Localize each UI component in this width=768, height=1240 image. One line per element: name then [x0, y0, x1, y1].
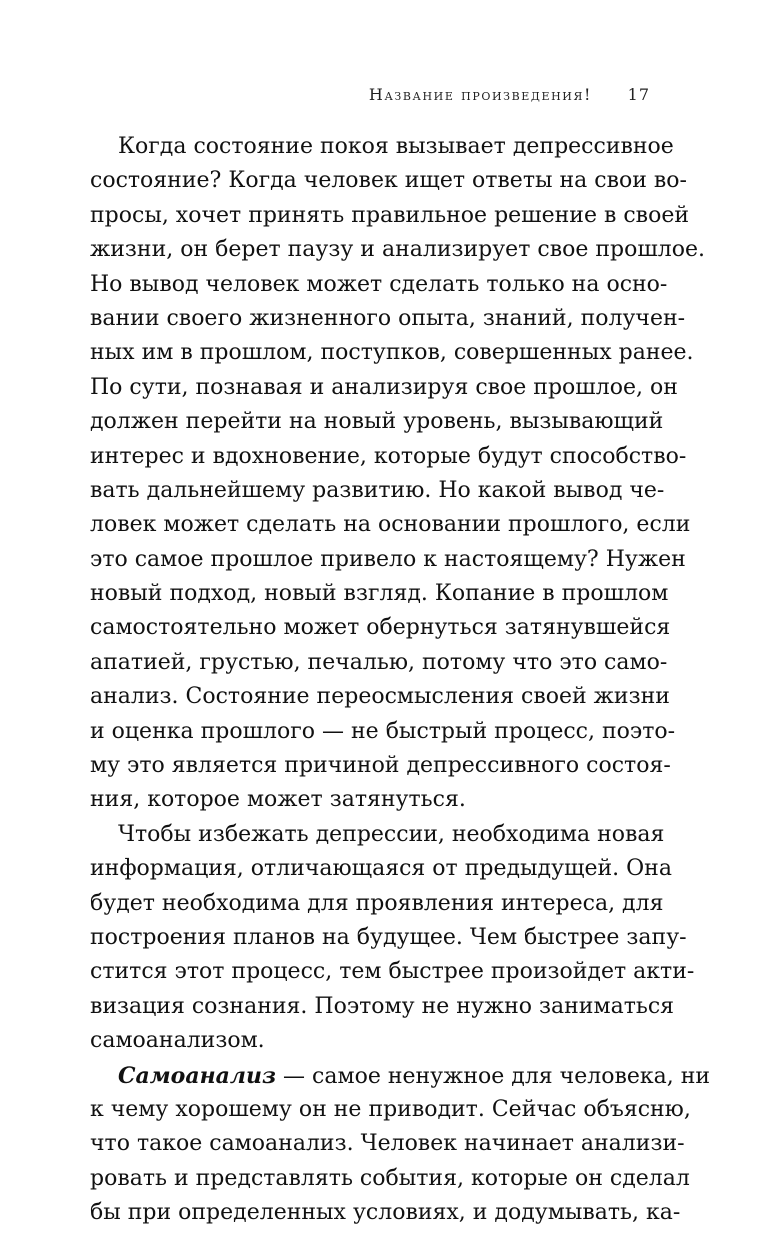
text-line: должен перейти на новый уровень, вызывающий	[90, 409, 664, 435]
text-line: стится этот процесс, тем быстрее произойдет акти-	[90, 959, 695, 985]
text-line: Чтобы избежать депрессии, необходима новая	[118, 821, 665, 847]
defined-term: Самоанализ	[118, 1062, 277, 1089]
text-line: будет необходима для проявления интереса, для	[90, 890, 664, 916]
text-line: что такое самоанализ. Человек начинает анализи-	[90, 1131, 685, 1157]
text-line-with-term	[90, 1059, 711, 1093]
text-line: это самое прошлое привело к настоящему? Нужен	[90, 546, 686, 572]
text-line: и оценка прошлого — не быстрый процесс, поэто-	[90, 718, 676, 744]
page-number: 17	[627, 85, 650, 104]
text-line: визация сознания. Поэтому не нужно заниматься	[90, 993, 675, 1019]
text-line: анализ. Состояние переосмысления своей жизни	[90, 684, 670, 710]
text-line: вать дальнейшему развитию. Но какой вывод че-	[90, 477, 665, 503]
text-line: новый подход, новый взгляд. Копание в прошлом	[90, 581, 669, 607]
text-line: вании своего жизненного опыта, знаний, получен-	[90, 305, 686, 331]
text-line: бы при определенных условиях, и додумывать, ка-	[90, 1200, 681, 1226]
text-line: информация, отличающаяся от предыдущей. Она	[90, 856, 672, 882]
text-line: ных им в прошлом, поступков, совершенных ранее.	[90, 340, 694, 366]
text-line: жизни, он берет паузу и анализирует свое прошлое.	[90, 237, 706, 263]
text-line: самостоятельно может обернуться затянувшейся	[90, 615, 671, 641]
running-title: Название произведения!	[368, 85, 592, 104]
text-line: Когда состояние покоя вызывает депрессивное	[118, 134, 674, 159]
text-line: апатией, грустью, печалью, потому что это само-	[90, 649, 668, 675]
text-line: просы, хочет принять правильное решение в своей	[90, 202, 689, 228]
text-line: самоанализом.	[90, 1028, 265, 1054]
term-definition-start: — самое ненужное для человека, ни	[276, 1063, 711, 1089]
text-line: му это является причиной депрессивного состоя-	[90, 753, 671, 779]
text-line: к чему хорошему он не приводит. Сейчас объясню,	[90, 1096, 691, 1122]
text-line: ловек может сделать на основании прошлого, если	[90, 512, 691, 538]
text-line: интерес и вдохновение, которые будут способство-	[90, 443, 687, 469]
text-line: ровать и представлять события, которые он сделал	[90, 1165, 690, 1191]
text-line: Но вывод человек может сделать только на осно-	[90, 271, 668, 297]
text-line: построения планов на будущее. Чем быстрее запу-	[90, 924, 687, 950]
running-header	[90, 85, 650, 109]
text-line: ния, которое может затянуться.	[90, 787, 466, 813]
text-line: состояние? Когда человек ищет ответы на свои во-	[90, 168, 687, 194]
text-line: По сути, познавая и анализируя свое прошлое, он	[90, 374, 678, 400]
body-text	[90, 130, 711, 1231]
